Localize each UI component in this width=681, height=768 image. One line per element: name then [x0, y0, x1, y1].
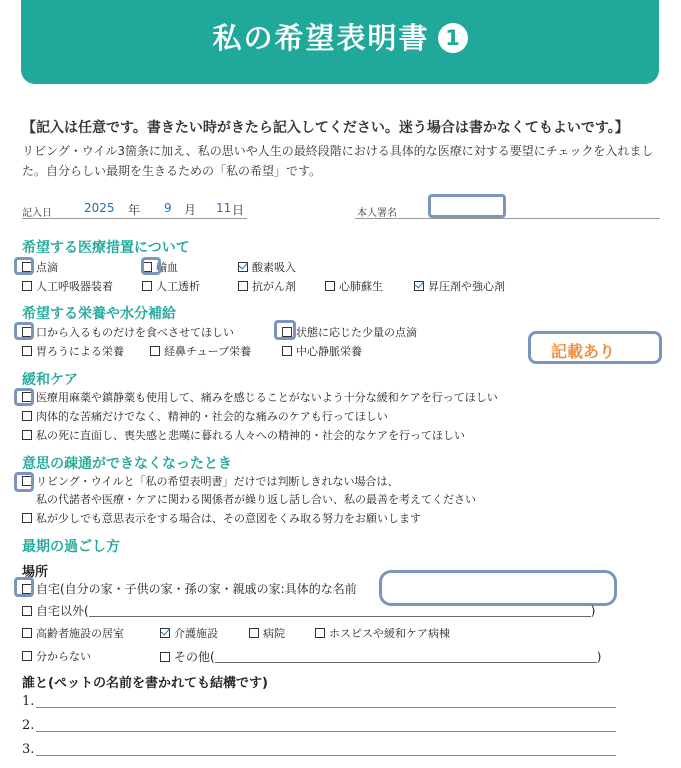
date-day[interactable]: 11 — [216, 201, 232, 215]
stamp-written: 記載あり — [528, 331, 662, 364]
checkbox[interactable] — [22, 281, 32, 291]
date-label: 記入日 — [22, 208, 52, 219]
date-year[interactable]: 2025 — [84, 201, 115, 215]
checkbox-highlight — [14, 322, 34, 340]
medical-ventilator[interactable]: 人工呼吸器装着 — [22, 280, 113, 294]
header-banner — [21, 0, 659, 84]
date-underline — [22, 218, 247, 219]
checkbox-checked[interactable] — [238, 262, 248, 272]
nutrition-nasal-tube[interactable]: 経鼻チューブ栄養 — [150, 345, 251, 359]
page-number-badge: 1 — [438, 23, 468, 53]
who-line-2-underline — [36, 731, 616, 732]
checkbox[interactable] — [150, 346, 160, 356]
checkbox-highlight — [274, 320, 296, 340]
nutrition-oral[interactable]: 口から入るものだけを食べさせてほしい — [22, 326, 234, 340]
who-line-3[interactable]: 3. — [22, 742, 34, 757]
checkbox[interactable] — [142, 281, 152, 291]
medical-dialysis[interactable]: 人工透析 — [142, 280, 200, 294]
checkbox[interactable] — [22, 346, 32, 356]
palliative-item-2[interactable]: 肉体的な苦痛だけでなく、精神的・社会的な痛みのケアも行ってほしい — [22, 410, 388, 424]
who-line-3-underline — [36, 755, 616, 756]
intro-title: 【記入は任意です。書きたい時がきたら記入してください。迷う場合は書かなくてもよいです。】 — [22, 120, 629, 136]
section-communication-title: 意思の疎通ができなくなったとき — [22, 456, 232, 472]
place-other-than-home-field[interactable] — [89, 605, 591, 617]
palliative-item-3[interactable]: 私の死に直面し、喪失感と悲嘆に暮れる人々への精神的・社会的なケアを行ってほしい — [22, 429, 465, 443]
checkbox-checked[interactable] — [414, 281, 424, 291]
place-hospice[interactable]: ホスピスや緩和ケア病棟 — [315, 627, 450, 641]
date-year-unit: 年 — [128, 203, 141, 217]
place-label: 場所 — [22, 565, 49, 580]
checkbox-checked[interactable] — [160, 628, 170, 638]
home-name-redaction — [379, 570, 617, 606]
checkbox-highlight — [14, 257, 34, 275]
checkbox[interactable] — [22, 430, 32, 440]
place-care-facility[interactable]: 介護施設 — [160, 627, 218, 641]
checkbox[interactable] — [160, 652, 170, 662]
date-row — [22, 201, 662, 219]
palliative-item-1[interactable]: 医療用麻薬や鎮静薬も使用して、痛みを感じることがないよう十分な緩和ケアを行ってほしい — [22, 391, 498, 405]
checkbox[interactable] — [22, 628, 32, 638]
who-label: 誰と(ペットの名前を書かれても結構です) — [22, 676, 268, 691]
medical-transfusion[interactable]: 輸血 — [142, 261, 178, 275]
place-home[interactable]: 自宅(自分の家・子供の家・孫の家・親戚の家:具体的な名前 — [22, 582, 357, 596]
nutrition-gastrostomy[interactable]: 胃ろうによる栄養 — [22, 345, 124, 359]
place-elderly-facility[interactable]: 高齢者施設の居室 — [22, 627, 124, 641]
checkbox[interactable] — [22, 513, 32, 523]
checkbox-highlight — [14, 472, 34, 492]
medical-oxygen[interactable]: 酸素吸入 — [238, 261, 296, 275]
checkbox-highlight — [14, 577, 34, 597]
medical-vasopressor[interactable]: 昇圧剤や強心剤 — [414, 280, 505, 294]
place-other-field[interactable] — [215, 651, 597, 663]
medical-drip[interactable]: 点滴 — [22, 261, 58, 275]
checkbox[interactable] — [249, 628, 259, 638]
date-month[interactable]: 9 — [164, 201, 172, 215]
medical-cpr[interactable]: 心肺蘇生 — [325, 280, 383, 294]
date-day-unit: 日 — [232, 203, 245, 217]
section-palliative-title: 緩和ケア — [22, 372, 78, 388]
checkbox[interactable] — [22, 411, 32, 421]
who-line-2[interactable]: 2. — [22, 718, 34, 733]
communication-item-1-cont: 私の代諾者や医療・ケアに関わる関係者が繰り返し話し合い、私の最善を考えてください — [36, 493, 476, 506]
section-last-days-title: 最期の過ごし方 — [22, 539, 120, 555]
checkbox[interactable] — [325, 281, 335, 291]
checkbox-highlight — [14, 388, 34, 406]
who-line-1-underline — [36, 707, 616, 708]
date-month-unit: 月 — [184, 203, 197, 217]
who-line-1[interactable]: 1. — [22, 694, 34, 709]
nutrition-central-venous[interactable]: 中心静脈栄養 — [282, 345, 362, 359]
place-other-than-home[interactable]: 自宅以外( ) — [22, 604, 595, 618]
checkbox[interactable] — [238, 281, 248, 291]
place-hospital[interactable]: 病院 — [249, 627, 285, 641]
nutrition-small-drip[interactable]: 状態に応じた少量の点滴 — [282, 326, 417, 340]
communication-item-2[interactable]: 私が少しでも意思表示をする場合は、その意図をくみ取る努力をお願いします — [22, 512, 421, 526]
place-unknown[interactable]: 分からない — [22, 650, 91, 664]
communication-item-1[interactable]: リビング・ウイルと「私の希望表明書」だけでは判断しきれない場合は、 — [22, 475, 398, 489]
signature-label: 本人署名 — [357, 208, 397, 219]
checkbox-highlight — [141, 257, 161, 275]
signature-redaction — [428, 194, 506, 218]
checkbox[interactable] — [22, 606, 32, 616]
section-medical-title: 希望する医療措置について — [22, 240, 190, 256]
medical-chemo[interactable]: 抗がん剤 — [238, 280, 296, 294]
intro-body: リビング・ウイル3箇条に加え、私の思いや人生の最終段階における具体的な医療に対する要望にチェックを入れました。自分らしい最期を生きるための「私の希望」です。 — [22, 144, 654, 178]
checkbox[interactable] — [282, 346, 292, 356]
checkbox[interactable] — [315, 628, 325, 638]
place-other[interactable]: その他( ) — [160, 650, 601, 664]
signature-underline — [355, 218, 660, 219]
checkbox[interactable] — [22, 651, 32, 661]
section-nutrition-title: 希望する栄養や水分補給 — [22, 306, 176, 322]
page-title: 私の希望表明書 1 — [21, 16, 659, 57]
